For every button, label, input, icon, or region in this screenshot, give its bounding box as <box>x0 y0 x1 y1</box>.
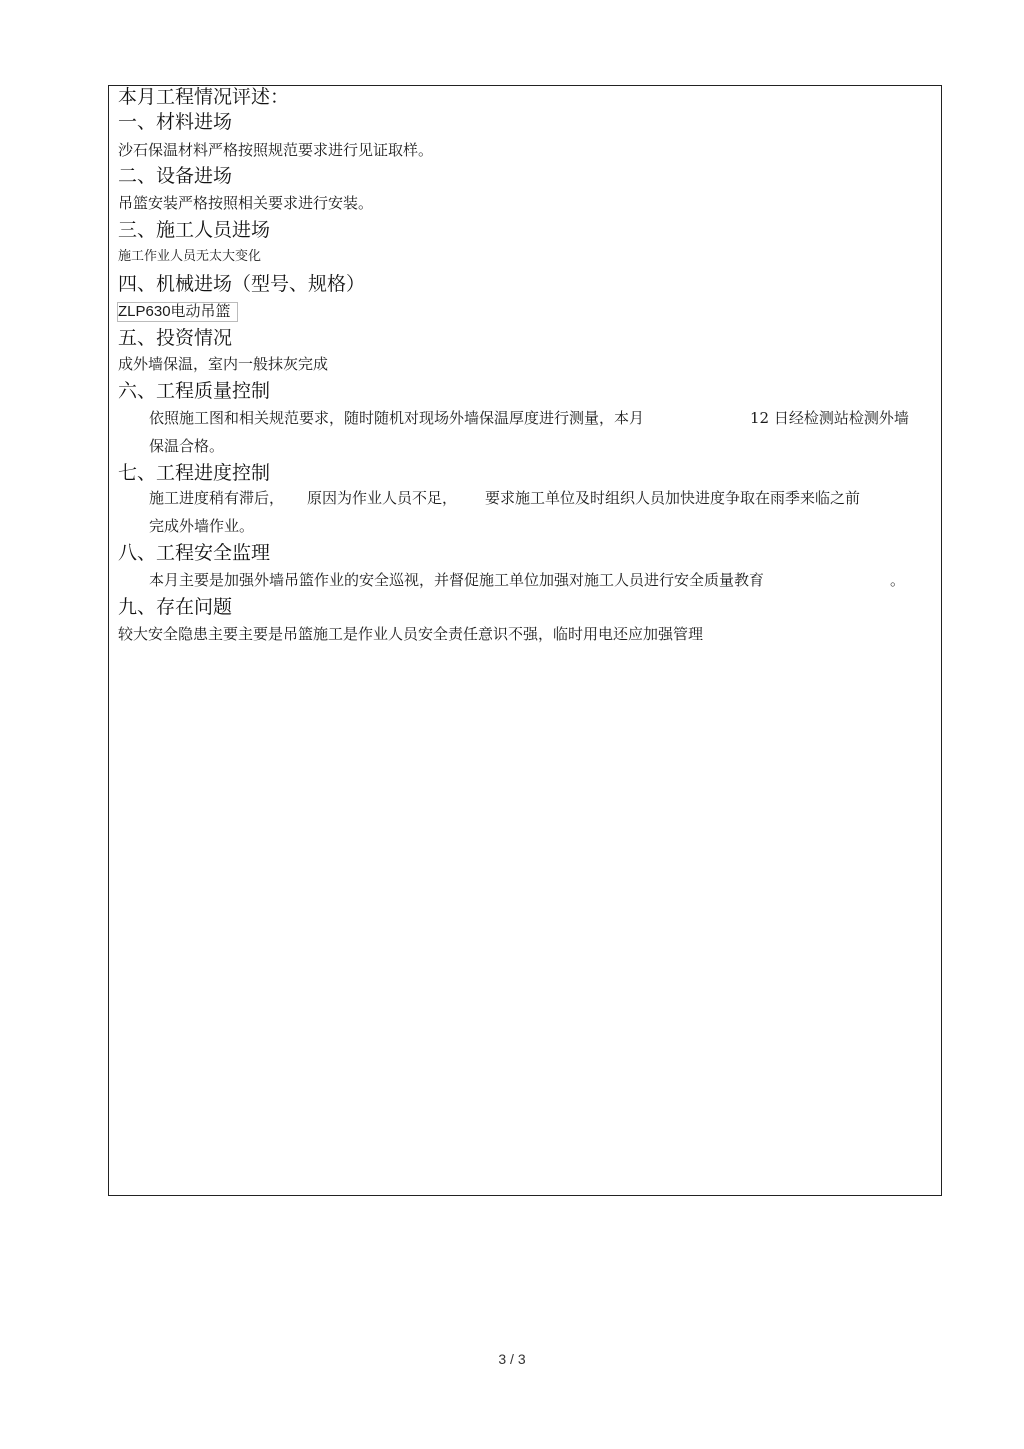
section-heading-schedule: 七、工程进度控制 <box>118 462 271 484</box>
section-text-equipment: 吊篮安装严格按照相关要求进行安装。 <box>118 194 374 212</box>
section-heading-equipment: 二、设备进场 <box>118 165 233 187</box>
section-heading-safety: 八、工程安全监理 <box>118 542 271 564</box>
section-heading-quality: 六、工程质量控制 <box>118 380 271 402</box>
section-text-issues: 较大安全隐患主要主要是吊篮施工是作业人员安全责任意识不强，临时用电还应加强管理 <box>118 625 704 643</box>
machinery-model: ZLP630 <box>118 303 171 320</box>
section-heading-materials: 一、材料进场 <box>118 111 233 133</box>
section-heading-issues: 九、存在问题 <box>118 596 233 618</box>
section-text-quality-line1a: 依照施工图和相关规范要求，随时随机对现场外墙保温厚度进行测量，本月 <box>149 409 645 427</box>
section-text-personnel: 施工作业人员无太大变化 <box>118 249 262 264</box>
section-text-quality-line2: 保温合格。 <box>149 437 225 455</box>
report-title: 本月工程情况评述： <box>118 86 290 108</box>
section-heading-investment: 五、投资情况 <box>118 327 233 349</box>
machinery-entry <box>117 302 238 322</box>
section-text-schedule-line2: 完成外墙作业。 <box>149 517 255 535</box>
page-number: 3 / 3 <box>498 1351 526 1367</box>
section-text-schedule-line1c: 要求施工单位及时组织人员加快进度争取在雨季来临之前 <box>485 489 861 507</box>
section-text-safety: 本月主要是加强外墙吊篮作业的安全巡视，并督促施工单位加强对施工人员进行安全质量教育 <box>149 571 765 589</box>
section-text-quality-line1b: 12 日经检测站检测外墙 <box>750 409 909 427</box>
section-text-schedule-line1a: 施工进度稍有滞后， <box>149 489 285 507</box>
machinery-name: 电动吊篮 <box>170 302 231 320</box>
section-text-materials: 沙石保温材料严格按照规范要求进行见证取样。 <box>118 141 434 159</box>
section-text-schedule-line1b: 原因为作业人员不足， <box>307 489 458 507</box>
section-heading-machinery: 四、机械进场（型号、规格） <box>118 273 366 295</box>
section-heading-personnel: 三、施工人员进场 <box>118 219 271 241</box>
section-text-safety-period: 。 <box>890 571 906 589</box>
section-text-investment: 成外墙保温，室内一般抹灰完成 <box>118 355 329 373</box>
